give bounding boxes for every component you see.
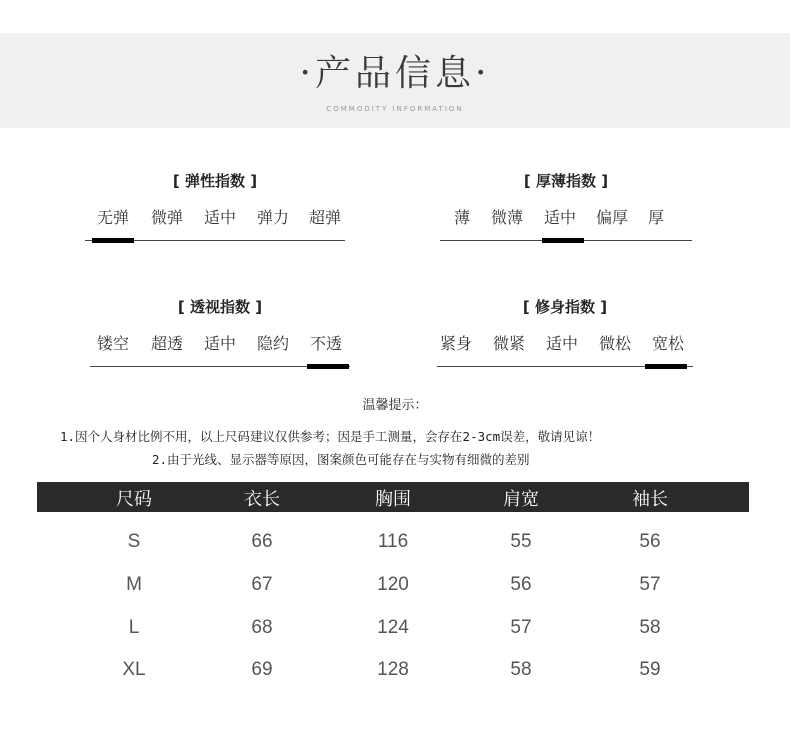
- fit-index-title: [ 修身指数 ]: [522, 298, 608, 316]
- tip-line-1: 1.因个人身材比例不用，以上尺码建议仅供参考；因是手工测量，会存在2-3cm误差，敬请见谅！: [60, 429, 601, 444]
- transparency-selected-marker: [307, 364, 349, 369]
- thickness-option: 适中: [543, 208, 577, 227]
- elasticity-option: 超弹: [308, 208, 342, 227]
- table-cell: XL: [122, 659, 146, 680]
- thickness-options: [440, 205, 692, 225]
- fit-options: [437, 331, 693, 351]
- header-band: [0, 33, 790, 128]
- table-cell: 58: [639, 617, 661, 638]
- thickness-option: 厚: [647, 208, 665, 227]
- transparency-option: 镂空: [96, 334, 130, 353]
- table-cell: 57: [639, 574, 661, 595]
- thickness-option: 偏厚: [595, 208, 629, 227]
- table-cell: 59: [639, 659, 661, 680]
- fit-option: 微紧: [492, 334, 526, 353]
- table-cell: 56: [639, 531, 661, 552]
- table-cell: 56: [510, 574, 532, 595]
- elasticity-option: 弹力: [256, 208, 290, 227]
- transparency-options: [90, 331, 350, 351]
- fit-selected-marker: [645, 364, 687, 369]
- transparency-option: 不透: [309, 334, 343, 353]
- table-cell: 120: [377, 574, 409, 595]
- header-cell-chest: 胸围: [375, 489, 411, 510]
- table-cell: 124: [377, 617, 409, 638]
- transparency-index-title: [ 透视指数 ]: [177, 298, 263, 316]
- table-row: [37, 611, 749, 651]
- table-row: [37, 653, 749, 693]
- header-cell-sleeve: 袖长: [632, 489, 668, 510]
- thickness-index-title: [ 厚薄指数 ]: [523, 172, 609, 190]
- fit-option: 宽松: [651, 334, 685, 353]
- table-cell: 116: [377, 531, 409, 552]
- table-row: [37, 568, 749, 608]
- table-cell: 57: [510, 617, 532, 638]
- header-cell-shoulder: 肩宽: [503, 489, 539, 510]
- fit-option: 紧身: [439, 334, 473, 353]
- table-cell: L: [128, 617, 140, 638]
- elasticity-option: 微弹: [150, 208, 184, 227]
- table-cell: 68: [251, 617, 273, 638]
- page-title: ·产品信息·: [299, 53, 491, 94]
- elasticity-option: 适中: [203, 208, 237, 227]
- table-cell: 66: [251, 531, 273, 552]
- thickness-option: 薄: [453, 208, 471, 227]
- elasticity-option: 无弹: [96, 208, 130, 227]
- header-cell-length: 衣长: [244, 489, 280, 510]
- elasticity-selected-marker: [92, 238, 134, 243]
- tip-line-2: 2.由于光线、显示器等原因，图案颜色可能存在与实物有细微的差别: [152, 452, 530, 467]
- table-cell: 58: [510, 659, 532, 680]
- transparency-option: 超透: [150, 334, 184, 353]
- table-cell: 69: [251, 659, 273, 680]
- elasticity-index-title: [ 弹性指数 ]: [172, 172, 258, 190]
- table-cell: M: [126, 574, 142, 595]
- size-table-header: [37, 482, 749, 512]
- fit-option: 适中: [545, 334, 579, 353]
- tips-title: 温馨提示：: [362, 398, 428, 413]
- transparency-option: 隐约: [256, 334, 290, 353]
- table-cell: 67: [251, 574, 273, 595]
- table-cell: 55: [510, 531, 532, 552]
- elasticity-options: [85, 205, 345, 225]
- thickness-selected-marker: [542, 238, 584, 243]
- page-subtitle: COMMODITY INFORMATION: [326, 105, 464, 113]
- fit-option: 微松: [598, 334, 632, 353]
- table-cell: S: [127, 531, 141, 552]
- table-cell: 128: [377, 659, 409, 680]
- header-cell-size: 尺码: [116, 489, 152, 510]
- thickness-option: 微薄: [490, 208, 524, 227]
- transparency-option: 适中: [203, 334, 237, 353]
- table-row: [37, 525, 749, 565]
